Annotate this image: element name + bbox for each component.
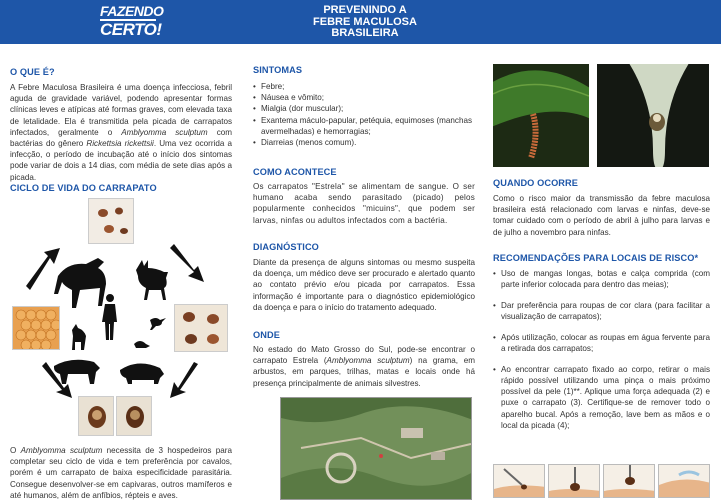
tick-life-cycle-diagram (10, 198, 232, 438)
tick-on-leaf-photo (597, 64, 709, 167)
header-bar (0, 0, 721, 44)
removal-step-3-image (603, 464, 655, 498)
logo-line-2: CERTO! (100, 20, 162, 39)
sintomas-list (253, 81, 475, 148)
diagnostico-paragraph: Diante da presença de alguns sintomas ou mesmo suspeita da doença, um médico deve ser procurado e alertado quanto ao contato prévio e/ou picada por carrapatos. Essa informação é importante para o diagnóstico epidemiológico da doença e para o início do tratamento adequado. (253, 258, 475, 312)
list-item: • Ao encontrar carrapato fixado ao corpo, retirar o mais rápido possível utilizando uma pinça o mais próximo possível da pele (1)**. Aplique uma força adequada (2) e puxe o carrapato (3). Certifique-se de remover todo o aparelho bucal. Após a remoção, lave bem as mãos e o local da picada (4); (493, 364, 710, 431)
oque-heading: O QUE É? (10, 67, 55, 77)
recomendacoes-list (493, 268, 710, 440)
sintomas-heading: SINTOMAS (253, 65, 303, 75)
title-line-1: PREVENINDO A (323, 4, 407, 16)
list-item: • Febre; (253, 81, 475, 92)
host-animals-silhouettes (10, 198, 232, 438)
ciclo-heading: CICLO DE VIDA DO CARRAPATO (10, 183, 157, 193)
title-line-3: BRASILEIRA (331, 27, 399, 39)
page-title (280, 5, 450, 40)
onde-heading: ONDE (253, 330, 280, 340)
removal-step-1-image (493, 464, 545, 498)
aerial-park-photo (280, 397, 472, 500)
logo-line-1: FAZENDO (100, 3, 164, 19)
list-item: • Uso de mangas longas, botas e calça comprida (com parte inferior colocada para dentro das meias); (493, 268, 710, 290)
tick-removal-steps (493, 464, 710, 500)
como-heading: COMO ACONTECE (253, 167, 337, 177)
list-item: • Diarreias (menos comum). (253, 137, 475, 148)
list-item: • Mialgia (dor muscular); (253, 103, 475, 114)
removal-step-4-image (658, 464, 710, 498)
ciclo-paragraph: O Amblyomma sculptum necessita de 3 hospedeiros para completar seu ciclo de vida e tem preferência por cavalos, porém é um carrapato de baixa especificidade parasitária. Consegue desenvolver-se em capivaras, outros mamíferos e até humanos, além de anfíbios, répteis e aves. (10, 446, 232, 500)
quando-heading: QUANDO OCORRE (493, 178, 579, 188)
removal-step-2-image (548, 464, 600, 498)
oque-paragraph: A Febre Maculosa Brasileira é uma doença infecciosa, febril aguda de gravidade variável, podendo apresentar formas clínicas leves e atípicas até formas graves, com elevada taxa de letalidade. Ela é transmitida pela picada de carrapatos infectados, geralmente o Amblyomma sculptum com bactérias do gênero Rickettsia rickettsii. Uma vez ocorrida a infecção, o período de incubação até o início dos sintomas pode variar de dois a 14 dias, com média de sete dias após a picada. (10, 83, 232, 182)
fazendo-certo-logo (100, 3, 164, 41)
onde-paragraph: No estado do Mato Grosso do Sul, pode-se encontrar o carrapato Estrela (Amblyomma sculptum) na grama, em arbustos, em parques, trilhas, matas e locais onde há presença principalmente de animais silvestres. (253, 345, 475, 388)
list-item: • Dar preferência para roupas de cor clara (para facilitar a visualização de carrapatos); (493, 300, 710, 322)
tick-larvae-on-leaf-photo (493, 64, 589, 167)
como-paragraph: Os carrapatos "Estrela" se alimentam de sangue. O ser humano acaba sendo parasitado (picado) pelos popularmente conhecidos "micuins", que podem ser larvas, ninfas ou adultos infectados com a bactéria. (253, 182, 475, 225)
list-item: • Após utilização, colocar as roupas em água fervente para a retirada dos carrapatos; (493, 332, 710, 354)
list-item: • Exantema máculo-papular, petéquia, equimoses (manchas avermelhadas) e hemorragias; (253, 115, 475, 137)
quando-paragraph: Como o risco maior da transmissão da febre maculosa brasileira está relacionado com larvas e ninfas, deve-se tomar cuidado com o período de abril à julho para larvas e de julho a novembro para ninfas. (493, 194, 710, 237)
diagnostico-heading: DIAGNÓSTICO (253, 242, 319, 252)
list-item: • Náusea e vômito; (253, 92, 475, 103)
title-line-2: FEBRE MACULOSA (313, 15, 417, 28)
recomendacoes-heading: RECOMENDAÇÕES PARA LOCAIS DE RISCO* (493, 253, 699, 263)
